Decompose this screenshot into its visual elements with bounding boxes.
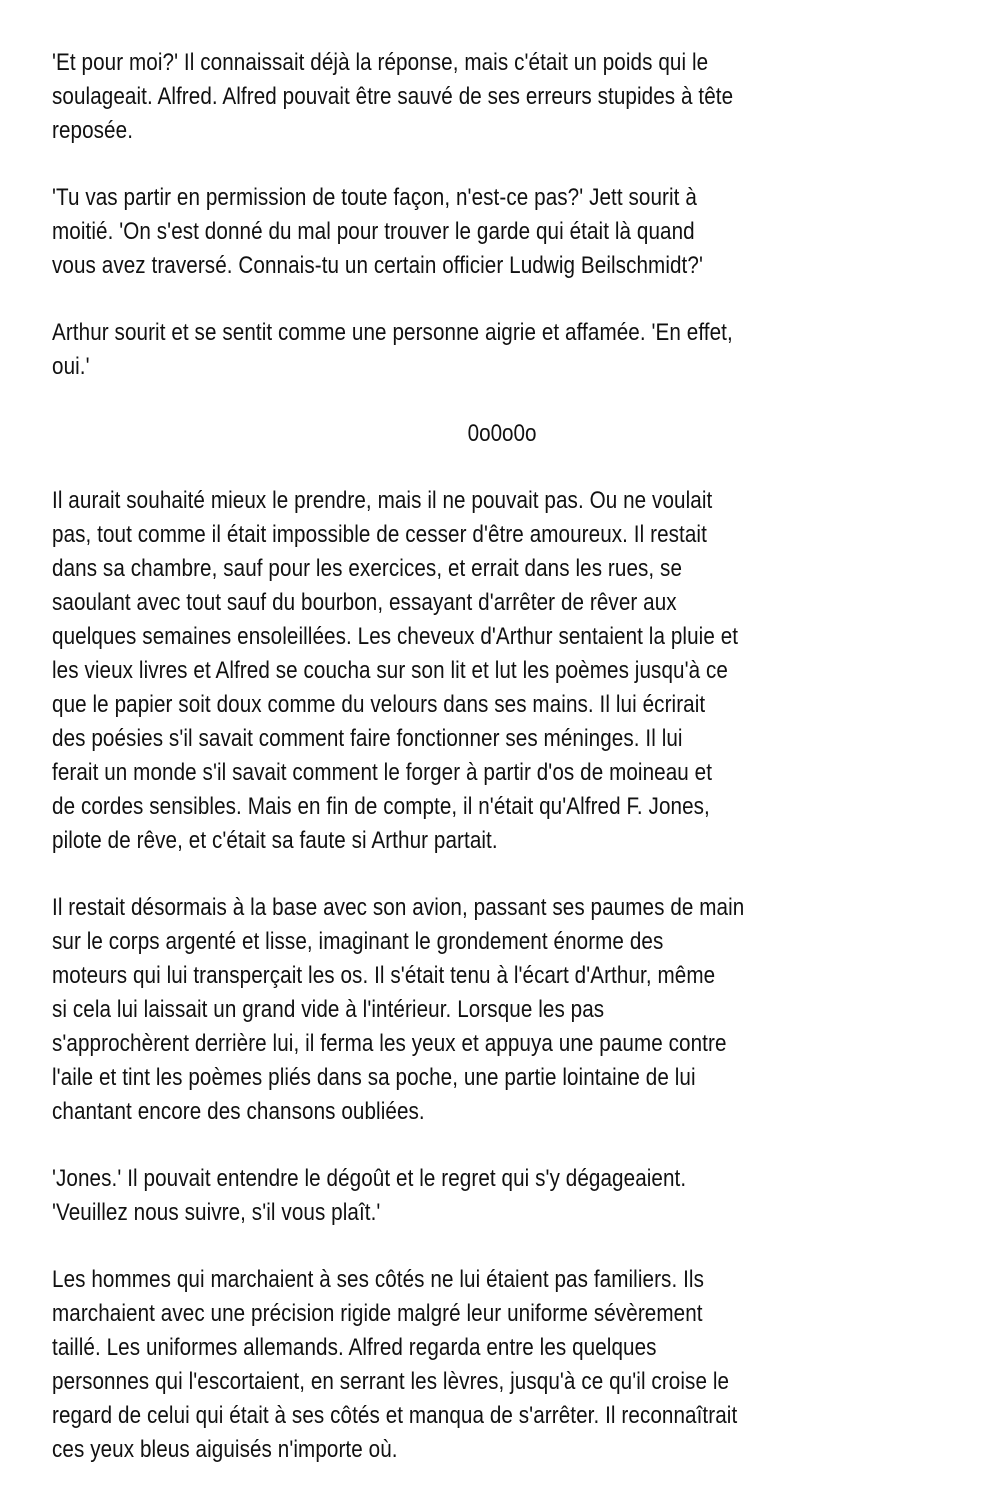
paragraph	[52, 46, 952, 148]
text-line: marchaient avec une précision rigide malgré leur uniforme sévèrement	[52, 1300, 703, 1327]
text-line: Arthur sourit et se sentit comme une personne aigrie et affamée. 'En effet,	[52, 319, 733, 346]
text-line: ces yeux bleus aiguisés n'importe où.	[52, 1436, 398, 1463]
paragraph	[52, 1263, 952, 1467]
paragraph	[52, 181, 952, 283]
text-line: Les hommes qui marchaient à ses côtés ne lui étaient pas familiers. Ils	[52, 1266, 704, 1293]
text-line: soulageait. Alfred. Alfred pouvait être sauvé de ses erreurs stupides à tête	[52, 83, 734, 110]
scene-separator	[52, 417, 952, 451]
paragraph	[52, 316, 952, 384]
paragraph	[52, 484, 952, 858]
text-line: 'Et pour moi?' Il connaissait déjà la réponse, mais c'était un poids qui le	[52, 49, 709, 76]
text-line: moteurs qui lui transperçait les os. Il s'était tenu à l'écart d'Arthur, même	[52, 962, 716, 989]
text-line: si cela lui laissait un grand vide à l'intérieur. Lorsque les pas	[52, 996, 605, 1023]
paragraph	[52, 1162, 952, 1230]
text-line: taillé. Les uniformes allemands. Alfred regarda entre les quelques	[52, 1334, 657, 1361]
text-line: regard de celui qui était à ses côtés et manqua de s'arrêter. Il reconnaîtrait	[52, 1402, 738, 1429]
text-line: personnes qui l'escortaient, en serrant les lèvres, jusqu'à ce qu'il croise le	[52, 1368, 730, 1395]
text-line: chantant encore des chansons oubliées.	[52, 1098, 425, 1125]
text-line: saoulant avec tout sauf du bourbon, essayant d'arrêter de rêver aux	[52, 589, 677, 616]
text-line: oui.'	[52, 353, 90, 380]
text-line: s'approchèrent derrière lui, il ferma les yeux et appuya une paume contre	[52, 1030, 727, 1057]
text-line: pas, tout comme il était impossible de cesser d'être amoureux. Il restait	[52, 521, 707, 548]
text-line: Il aurait souhaité mieux le prendre, mais il ne pouvait pas. Ou ne voulait	[52, 487, 713, 514]
text-line: l'aile et tint les poèmes pliés dans sa poche, une partie lointaine de lui	[52, 1064, 696, 1091]
separator-text: 0o0o0o	[467, 420, 537, 447]
text-line: de cordes sensibles. Mais en fin de compte, il n'était qu'Alfred F. Jones,	[52, 793, 710, 820]
paragraph	[52, 891, 952, 1129]
text-line: pilote de rêve, et c'était sa faute si Arthur partait.	[52, 827, 498, 854]
text-line: des poésies s'il savait comment faire fonctionner ses méninges. Il lui	[52, 725, 683, 752]
text-line: Il restait désormais à la base avec son avion, passant ses paumes de main	[52, 894, 745, 921]
text-line: les vieux livres et Alfred se coucha sur son lit et lut les poèmes jusqu'à ce	[52, 657, 728, 684]
paragraphs-before-separator	[52, 46, 952, 384]
paragraphs-after-separator	[52, 484, 952, 1467]
text-line: vous avez traversé. Connais-tu un certain officier Ludwig Beilschmidt?'	[52, 252, 703, 279]
text-line: moitié. 'On s'est donné du mal pour trouver le garde qui était là quand	[52, 218, 695, 245]
text-line: quelques semaines ensoleillées. Les cheveux d'Arthur sentaient la pluie et	[52, 623, 739, 650]
text-line: 'Tu vas partir en permission de toute façon, n'est-ce pas?' Jett sourit à	[52, 184, 697, 211]
text-line: dans sa chambre, sauf pour les exercices, et errait dans les rues, se	[52, 555, 683, 582]
document-page	[52, 46, 952, 1500]
text-line: 'Jones.' Il pouvait entendre le dégoût et le regret qui s'y dégageaient.	[52, 1165, 687, 1192]
text-line: 'Veuillez nous suivre, s'il vous plaît.'	[52, 1199, 381, 1226]
text-line: ferait un monde s'il savait comment le forger à partir d'os de moineau et	[52, 759, 713, 786]
text-line: que le papier soit doux comme du velours dans ses mains. Il lui écrirait	[52, 691, 706, 718]
text-line: reposée.	[52, 117, 134, 144]
text-line: sur le corps argenté et lisse, imaginant le grondement énorme des	[52, 928, 664, 955]
